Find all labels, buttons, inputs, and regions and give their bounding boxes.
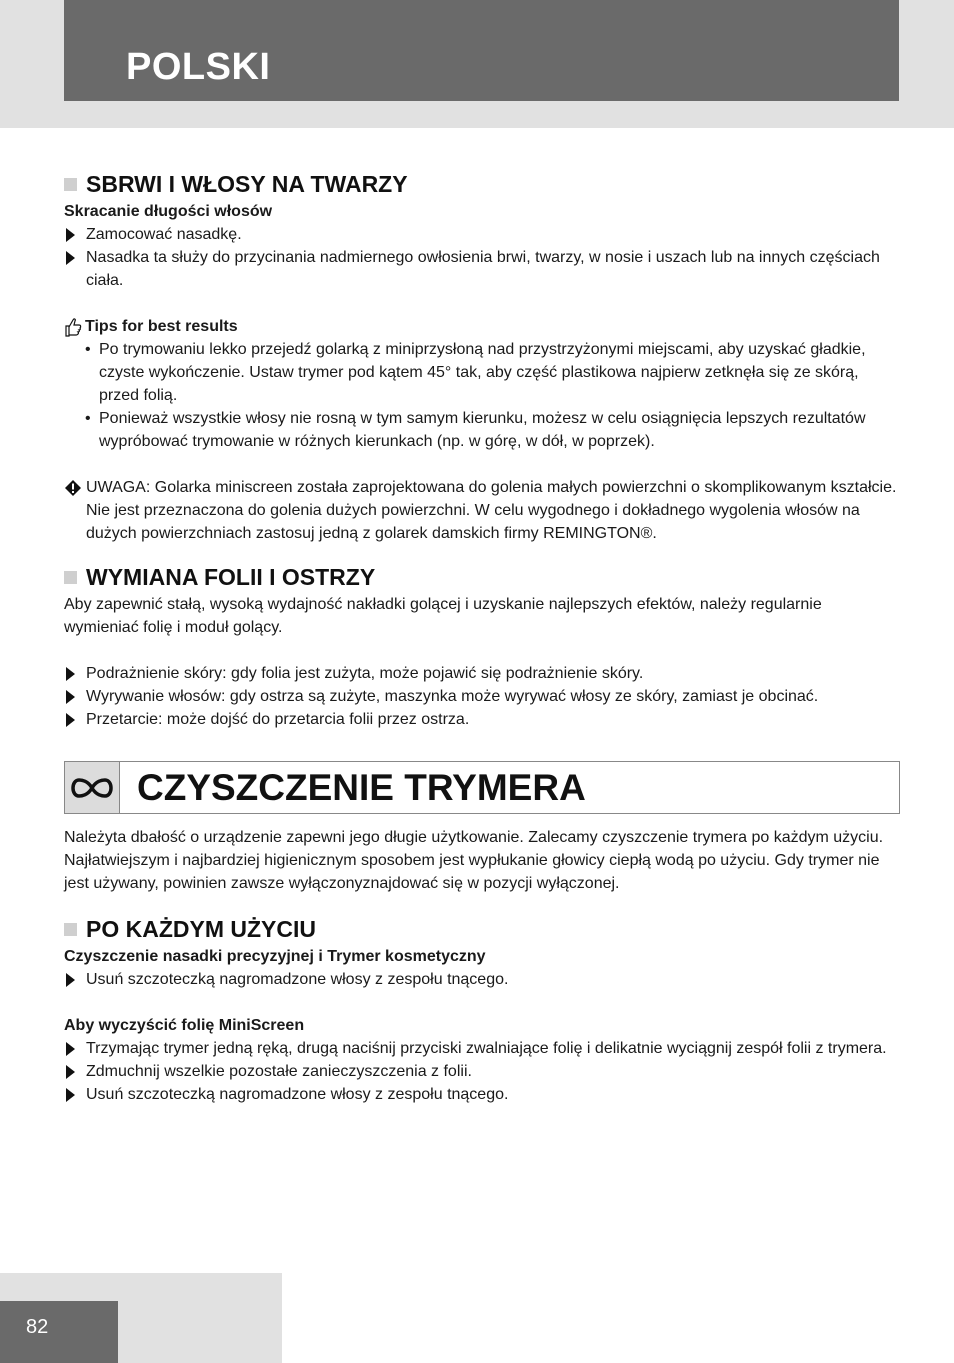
language-header [64,0,899,101]
tips-list [64,338,900,453]
section-heading-eyebrows [64,168,900,200]
chapter-title: CZYSZCZENIE TRYMERA [137,767,586,808]
section-heading-foil [64,561,900,593]
list-item [64,1083,900,1106]
bullet-list [64,223,900,292]
section-title: PO KAŻDYM UŻYCIU [86,916,316,942]
language-title: POLSKI [126,46,271,88]
list-item-text: Ponieważ wszystkie włosy nie rosną w tym samym kierunku, możesz w celu osiągnięcia lepszych rezultatów wypróbować trymowanie w różnych kierunkach (np. w górę, w dół, w poprzek). [99,410,866,450]
warning-text: UWAGA: Golarka miniscreen została zaprojektowana do golenia małych powierzchni o skomplikowanym kształcie. Nie jest przeznaczona do golenia dużych powierzchni. W celu wygodnego i dokładnego wygolenia włosów na dużych powierzchniach zastosuj jedną z golarek damskich firmy REMINGTON®. [86,479,897,542]
list-item [64,407,900,453]
list-item-text: Zdmuchnij wszelkie pozostałe zanieczyszczenia z folii. [86,1063,472,1080]
list-item [64,685,900,708]
triangle-bullet-icon [66,690,75,704]
tips-title [64,315,900,338]
triangle-bullet-icon [66,228,75,242]
triangle-bullet-icon [66,1065,75,1079]
gray-square-icon [64,178,77,191]
subheading: Czyszczenie nasadki precyzyjnej i Trymer kosmetyczny [64,948,486,965]
list-item-text: Usuń szczoteczką nagromadzone włosy z zespołu tnącego. [86,1086,509,1103]
section-title: WYMIANA FOLII I OSTRZY [86,564,376,590]
list-item [64,246,900,292]
bullet-list [64,662,900,731]
gray-square-icon [64,923,77,936]
tips-title-text: Tips for best results [85,318,238,335]
triangle-bullet-icon [66,251,75,265]
page-content [64,168,900,1106]
triangle-bullet-icon [66,973,75,987]
subheading: Aby wyczyścić folię MiniScreen [64,1017,305,1034]
list-item [64,1037,900,1060]
page-number: 82 [26,1316,49,1338]
chapter-heading [64,761,900,814]
list-item [64,708,900,731]
list-item-text: Usuń szczoteczką nagromadzone włosy z zespołu tnącego. [86,971,509,988]
list-item-text: Zamocować nasadkę. [86,226,242,243]
paragraph: Aby zapewnić stałą, wysoką wydajność nakładki golącej i uzyskanie najlepszych efektów, należy regularnie wymieniać folię i moduł golący. [64,596,822,636]
bullet-list [64,1037,900,1106]
section-title: SBRWI I WŁOSY NA TWARZY [86,171,408,197]
list-item [64,223,900,246]
dot-bullet-icon: • [85,341,91,358]
triangle-bullet-icon [66,1088,75,1102]
warning-note [64,476,900,545]
list-item [64,338,900,407]
list-item-text: Przetarcie: może dojść do przetarcia folii przez ostrza. [86,711,470,728]
thumbs-up-icon [64,317,82,337]
infinity-icon [71,777,113,799]
list-item [64,662,900,685]
list-item-text: Nasadka ta służy do przycinania nadmiernego owłosienia brwi, twarzy, w nosie i uszach lub na innych częściach ciała. [86,249,880,289]
subheading: Skracanie długości włosów [64,203,273,220]
list-item-text: Podrażnienie skóry: gdy folia jest zużyta, może pojawić się podrażnienie skóry. [86,665,644,682]
paragraph: Należyta dbałość o urządzenie zapewni jego długie użytkowanie. Zalecamy czyszczenie trymera po każdym użyciu. Najłatwiejszym i najbardziej higienicznym sposobem jest wypłukanie głowicy ciepłą wodą po użyciu. Gdy trymer nie jest używany, powinien zawsze wyłączonyznajdować się w pozycji wyłączonej. [64,829,884,892]
dot-bullet-icon: • [85,410,91,427]
triangle-bullet-icon [66,667,75,681]
list-item [64,1060,900,1083]
bullet-list [64,968,900,991]
warning-diamond-icon [64,479,82,497]
triangle-bullet-icon [66,713,75,727]
gray-square-icon [64,571,77,584]
section-heading-after-use [64,913,900,945]
list-item-text: Trzymając trymer jedną ręką, drugą naciśnij przyciski zwalniające folię i delikatnie wyciągnij zespół folii z trymera. [86,1040,887,1057]
chapter-icon-box [65,762,120,813]
list-item-text: Po trymowaniu lekko przejedź golarką z miniprzysłoną nad przystrzyżonymi miejscami, aby uzyskać gładkie, czyste wykończenie. Ustaw trymer pod kątem 45° tak, aby część plastikowa najpierw zetknęła się ze skórą, przed folią. [99,341,866,404]
list-item-text: Wyrywanie włosów: gdy ostrza są zużyte, maszynka może wyrywać włosy ze skóry, zamiast je obcinać. [86,688,819,705]
triangle-bullet-icon [66,1042,75,1056]
list-item [64,968,900,991]
page-number-box [0,1301,118,1363]
